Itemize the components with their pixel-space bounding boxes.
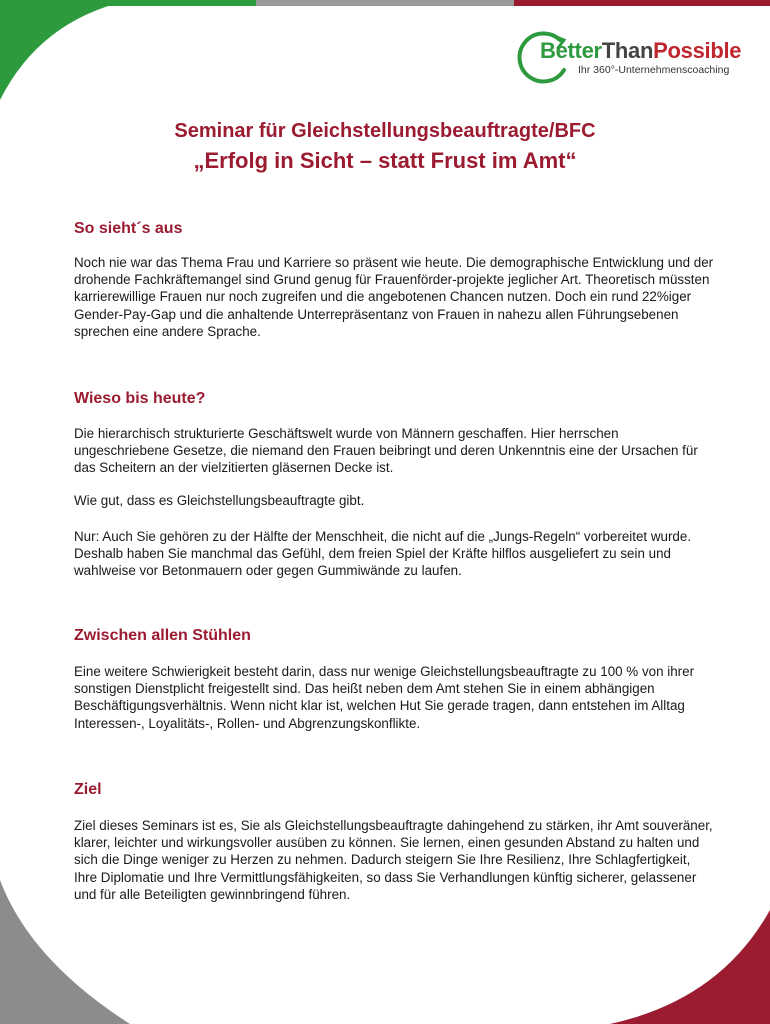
section-paragraph: Wie gut, dass es Gleichstellungsbeauftragte gibt. xyxy=(74,493,365,508)
section-paragraph: Die hierarchisch strukturierte Geschäftswelt wurde von Männern geschaffen. Hier herrschen ungeschriebene Gesetze, die niemand den Frauen beibringt und deren Unkenntnis eine der Ursachen für das Scheitern an der vielzitierten gläsernen Decke ist. xyxy=(74,426,698,476)
section-paragraph: Eine weitere Schwierigkeit besteht darin, dass nur wenige Gleichstellungsbeauftragte zu 100 % von ihrer sonstigen Dienstplicht freigestellt sind. Das heißt neben dem Amt stehen Sie in einem abhängigen Beschäftigungsverhältnis. Wenn nicht klar ist, welchen Hut Sie gerade tragen, dann entstehen im Alltag Interessen-, Loyalitäts-, Rollen- und Abgrenzungskonflikte. xyxy=(74,664,695,731)
section-paragraph: Nur: Auch Sie gehören zu der Hälfte der Menschheit, die nicht auf die „Jungs-Regeln“ vorbereitet wurde. Deshalb haben Sie manchmal das Gefühl, dem freien Spiel der Kräfte hilflos ausgeliefert zu sein und wahlweise vor Betonmauern oder gegen Gummiwände zu laufen. xyxy=(74,529,692,579)
section-heading: Wieso bis heute? xyxy=(74,390,206,407)
section-paragraph: Ziel dieses Seminars ist es, Sie als Gleichstellungsbeauftragte dahingehend zu stärken, ihr Amt souveräner, klarer, leichter und wirkungsvoller ausüben zu können. Sie lernen, einen gesunden Abstand zu halten und sich die Dinge weniger zu Herzen zu nehmen. Dadurch steigern Sie Ihre Resilienz, Ihre Schlagfertigkeit, Ihre Diplomatie und Ihre Vermittlungsfähigkeiten, so dass Sie Verhandlungen künftig sicherer, gelassener und für alle Beteiligten gewinnbringend führen. xyxy=(74,818,713,902)
section-heading: Zwischen allen Stühlen xyxy=(74,627,251,644)
brand-logo xyxy=(514,28,754,92)
section-heading: So sieht´s aus xyxy=(74,220,183,237)
document-title: Seminar für Gleichstellungsbeauftragte/BFC xyxy=(174,120,596,142)
document-subtitle: „Erfolg in Sicht – statt Frust im Amt“ xyxy=(193,148,577,173)
section-heading: Ziel xyxy=(74,781,102,798)
section-paragraph: Noch nie war das Thema Frau und Karriere so präsent wie heute. Die demographische Entwicklung und der drohende Fachkräftemangel sind Grund genug für Frauenförder-projekte jeglicher Art. Theoretisch müssten karrierewillige Frauen nur noch zugreifen und die angebotenen Chancen nutzen. Doch ein rund 22%iger Gender-Pay-Gap und die anhaltende Unterrepräsentanz von Frauen in nahezu allen Führungsebenen sprechen eine andere Sprache. xyxy=(74,255,714,339)
logo-wordmark xyxy=(540,38,741,64)
logo-possible: Possible xyxy=(653,38,742,63)
logo-than: Than xyxy=(601,38,654,63)
logo-better: Better xyxy=(540,38,602,63)
logo-subtitle: Ihr 360°-Unternehmenscoaching xyxy=(578,64,730,76)
